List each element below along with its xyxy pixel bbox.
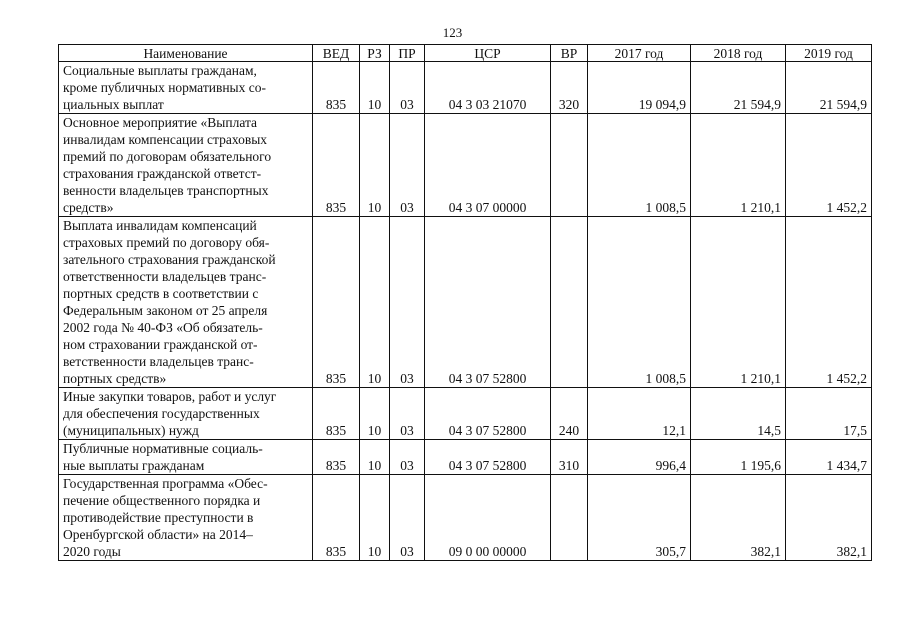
row-csr: 09 0 00 00000	[425, 475, 551, 561]
table-row	[59, 114, 872, 217]
row-pr: 03	[390, 475, 425, 561]
row-vr: 320	[551, 62, 588, 114]
row-name: Основное мероприятие «Выплата инвалидам компенсации страховых премий по договорам обязательного страхования гражданской ответст- венности владельцев транспортных средств»	[59, 114, 313, 217]
row-pr: 03	[390, 388, 425, 440]
row-csr: 04 3 03 21070	[425, 62, 551, 114]
header-2019: 2019 год	[786, 45, 872, 62]
table-header-row	[59, 45, 872, 62]
header-vr: ВР	[551, 45, 588, 62]
header-name: Наименование	[59, 45, 313, 62]
header-pr: ПР	[390, 45, 425, 62]
row-rz: 10	[360, 114, 390, 217]
row-ved: 835	[313, 388, 360, 440]
row-csr: 04 3 07 00000	[425, 114, 551, 217]
row-ved: 835	[313, 217, 360, 388]
table-row	[59, 475, 872, 561]
row-2018: 382,1	[691, 475, 786, 561]
row-2019: 21 594,9	[786, 62, 872, 114]
row-rz: 10	[360, 217, 390, 388]
row-csr: 04 3 07 52800	[425, 440, 551, 475]
row-name: Государственная программа «Обес- печение общественного порядка и противодействие преступности в Оренбургской области» на 2014– 2020 годы	[59, 475, 313, 561]
row-2017: 19 094,9	[588, 62, 691, 114]
row-csr: 04 3 07 52800	[425, 217, 551, 388]
row-rz: 10	[360, 475, 390, 561]
row-2017: 12,1	[588, 388, 691, 440]
row-2019: 17,5	[786, 388, 872, 440]
row-2018: 21 594,9	[691, 62, 786, 114]
table-row	[59, 62, 872, 114]
row-vr: 240	[551, 388, 588, 440]
row-csr: 04 3 07 52800	[425, 388, 551, 440]
row-2018: 1 210,1	[691, 217, 786, 388]
row-vr	[551, 217, 588, 388]
table-row	[59, 217, 872, 388]
row-pr: 03	[390, 440, 425, 475]
row-name: Выплата инвалидам компенсаций страховых премий по договору обя- зательного страхования гражданской ответственности владельцев транс- портных средств в соответствии с Федеральным законом от 25 апреля 2002 года № 40-ФЗ «Об обязатель- ном страховании гражданской от- ветственности владельцев транс- портных средств»	[59, 217, 313, 388]
row-rz: 10	[360, 62, 390, 114]
row-name: Социальные выплаты гражданам, кроме публичных нормативных со- циальных выплат	[59, 62, 313, 114]
page-number: 123	[442, 25, 463, 40]
row-ved: 835	[313, 440, 360, 475]
row-ved: 835	[313, 62, 360, 114]
row-2019: 382,1	[786, 475, 872, 561]
row-pr: 03	[390, 62, 425, 114]
row-vr	[551, 475, 588, 561]
header-csr: ЦСР	[425, 45, 551, 62]
row-2017: 305,7	[588, 475, 691, 561]
row-pr: 03	[390, 217, 425, 388]
row-ved: 835	[313, 475, 360, 561]
row-name: Публичные нормативные социаль- ные выплаты гражданам	[59, 440, 313, 475]
header-2017: 2017 год	[588, 45, 691, 62]
header-ved: ВЕД	[313, 45, 360, 62]
header-rz: РЗ	[360, 45, 390, 62]
row-name: Иные закупки товаров, работ и услуг для обеспечения государственных (муниципальных) нужд	[59, 388, 313, 440]
table-row	[59, 388, 872, 440]
row-2019: 1 452,2	[786, 217, 872, 388]
row-2017: 1 008,5	[588, 114, 691, 217]
row-2018: 14,5	[691, 388, 786, 440]
row-rz: 10	[360, 388, 390, 440]
row-ved: 835	[313, 114, 360, 217]
row-2019: 1 452,2	[786, 114, 872, 217]
row-2018: 1 210,1	[691, 114, 786, 217]
row-vr: 310	[551, 440, 588, 475]
row-2017: 996,4	[588, 440, 691, 475]
row-vr	[551, 114, 588, 217]
row-pr: 03	[390, 114, 425, 217]
row-2019: 1 434,7	[786, 440, 872, 475]
row-2018: 1 195,6	[691, 440, 786, 475]
budget-table	[58, 44, 872, 561]
header-2018: 2018 год	[691, 45, 786, 62]
row-rz: 10	[360, 440, 390, 475]
row-2017: 1 008,5	[588, 217, 691, 388]
table-row	[59, 440, 872, 475]
